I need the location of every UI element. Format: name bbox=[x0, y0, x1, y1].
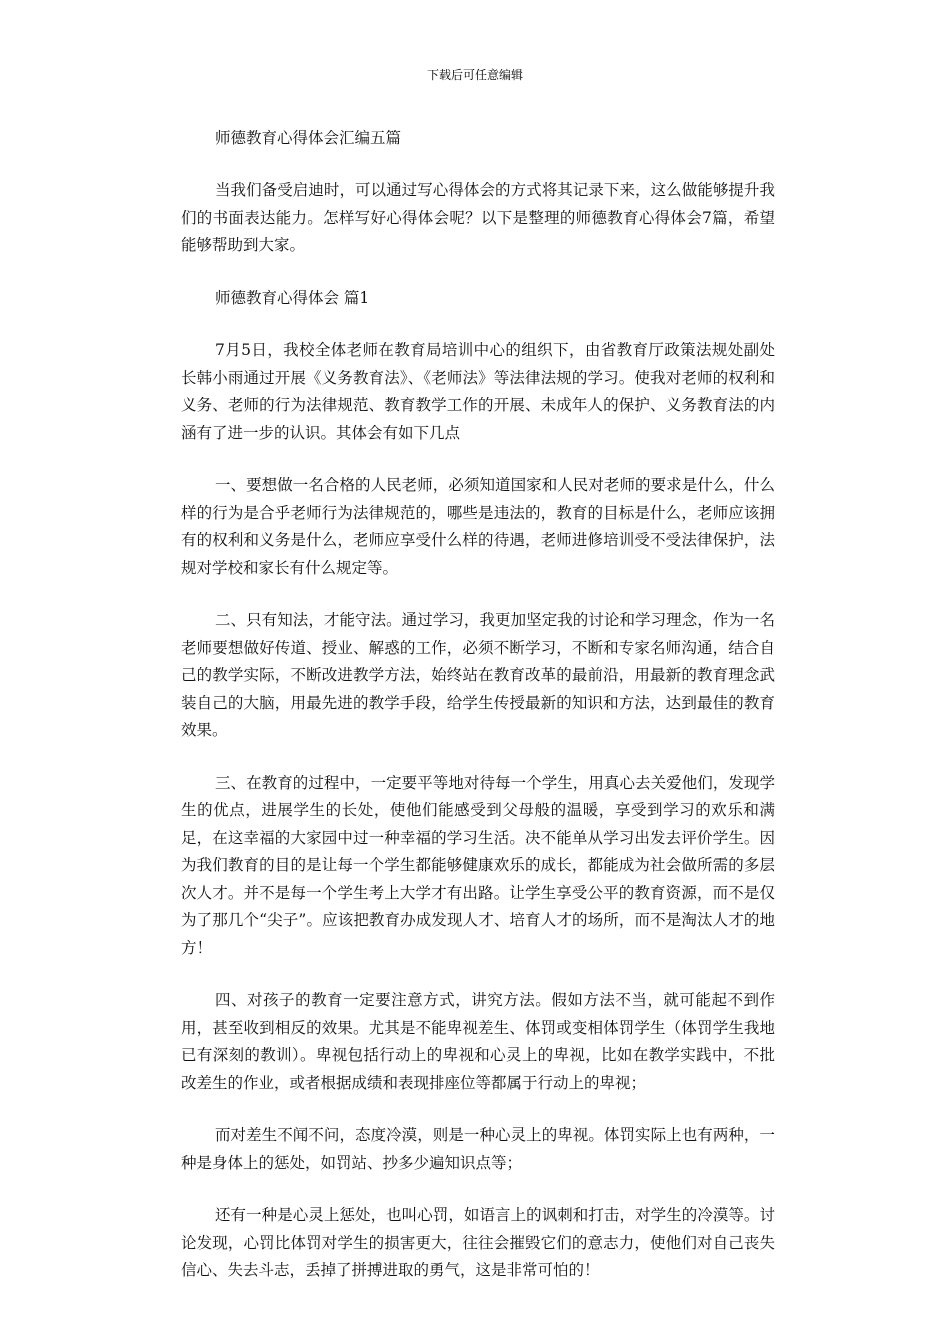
paragraph-indifference: 而对差生不闻不问，态度冷漠，则是一种心灵上的卑视。体罚实际上也有两种，一种是身体上的惩处，如罚站、抄多少遍知识点等； bbox=[181, 1126, 775, 1172]
document-title: 师德教育心得体会汇编五篇 bbox=[215, 129, 402, 147]
paragraph-mental-punishment: 还有一种是心灵上惩处，也叫心罚，如语言上的讽刺和打击，对学生的冷漠等。讨论发现，心罚比体罚对学生的损害更大，往往会摧毁它们的意志力，使他们对自己丧失信心、失去斗志，丢掉了拼搏进取的勇气，这是非常可怕的！ bbox=[181, 1206, 775, 1279]
paragraph-point-3: 三、在教育的过程中，一定要平等地对待每一个学生，用真心去关爱他们，发现学生的优点，进展学生的长处，使他们能感受到父母般的温暖，享受到学习的欢乐和满足，在这幸福的大家园中过一种幸福的学习生活。决不能单从学习出发去评价学生。因为我们教育的目的是让每一个学生都能够健康欢乐的成长，都能成为社会做所需的多层次人才。并不是每一个学生考上大学才有出路。让学生享受公平的教育资源，而不是仅为了那几个“尖子”。应该把教育办成发现人才、培育人才的场所，而不是淘汰人才的地方！ bbox=[181, 773, 775, 957]
paragraph-point-1: 一、要想做一名合格的人民老师，必须知道国家和人民对老师的要求是什么，什么样的行为是合乎老师行为法律规范的，哪些是违法的，教育的目标是什么，老师应该拥有的权利和义务是什么，老师应享受什么样的待遇，老师进修培训受不受法律保护，法规对学校和家长有什么规定等。 bbox=[181, 476, 775, 577]
paragraph-point-2: 二、只有知法，才能守法。通过学习，我更加坚定我的讨论和学习理念，作为一名老师要想做好传道、授业、解惑的工作，必须不断学习，不断和专家名师沟通，结合自己的教学实际，不断改进教学方法，始终站在教育改革的最前沿，用最新的教育理念武装自己的大脑，用最先进的教学手段，给学生传授最新的知识和方法，达到最佳的教育效果。 bbox=[181, 611, 775, 739]
document-body bbox=[181, 124, 775, 1310]
header-note: 下载后可任意编辑 bbox=[426, 68, 523, 82]
paragraph-intro: 当我们备受启迪时，可以通过写心得体会的方式将其记录下来，这么做能够提升我们的书面表达能力。怎样写好心得体会呢？以下是整理的师德教育心得体会7篇，希望能够帮助到大家。 bbox=[181, 181, 775, 254]
paragraph-point-4: 四、对孩子的教育一定要注意方式，讲究方法。假如方法不当，就可能起不到作用，甚至收到相反的效果。尤其是不能卑视差生、体罚或变相体罚学生（体罚学生我地已有深刻的教训）。卑视包括行动上的卑视和心灵上的卑视，比如在教学实践中，不批改差生的作业，或者根据成绩和表现排座位等都属于行动上的卑视； bbox=[181, 991, 775, 1092]
section-heading-1: 师德教育心得体会 篇1 bbox=[215, 288, 370, 307]
paragraph-training: 7月5日，我校全体老师在教育局培训中心的组织下，由省教育厅政策法规处副处长韩小雨通过开展《义务教育法》、《老师法》等法律法规的学习。使我对老师的权利和义务、老师的行为法律规范、教育教学工作的开展、未成年人的保护、义务教育法的内涵有了进一步的认识。其体会有如下几点 bbox=[181, 341, 775, 442]
